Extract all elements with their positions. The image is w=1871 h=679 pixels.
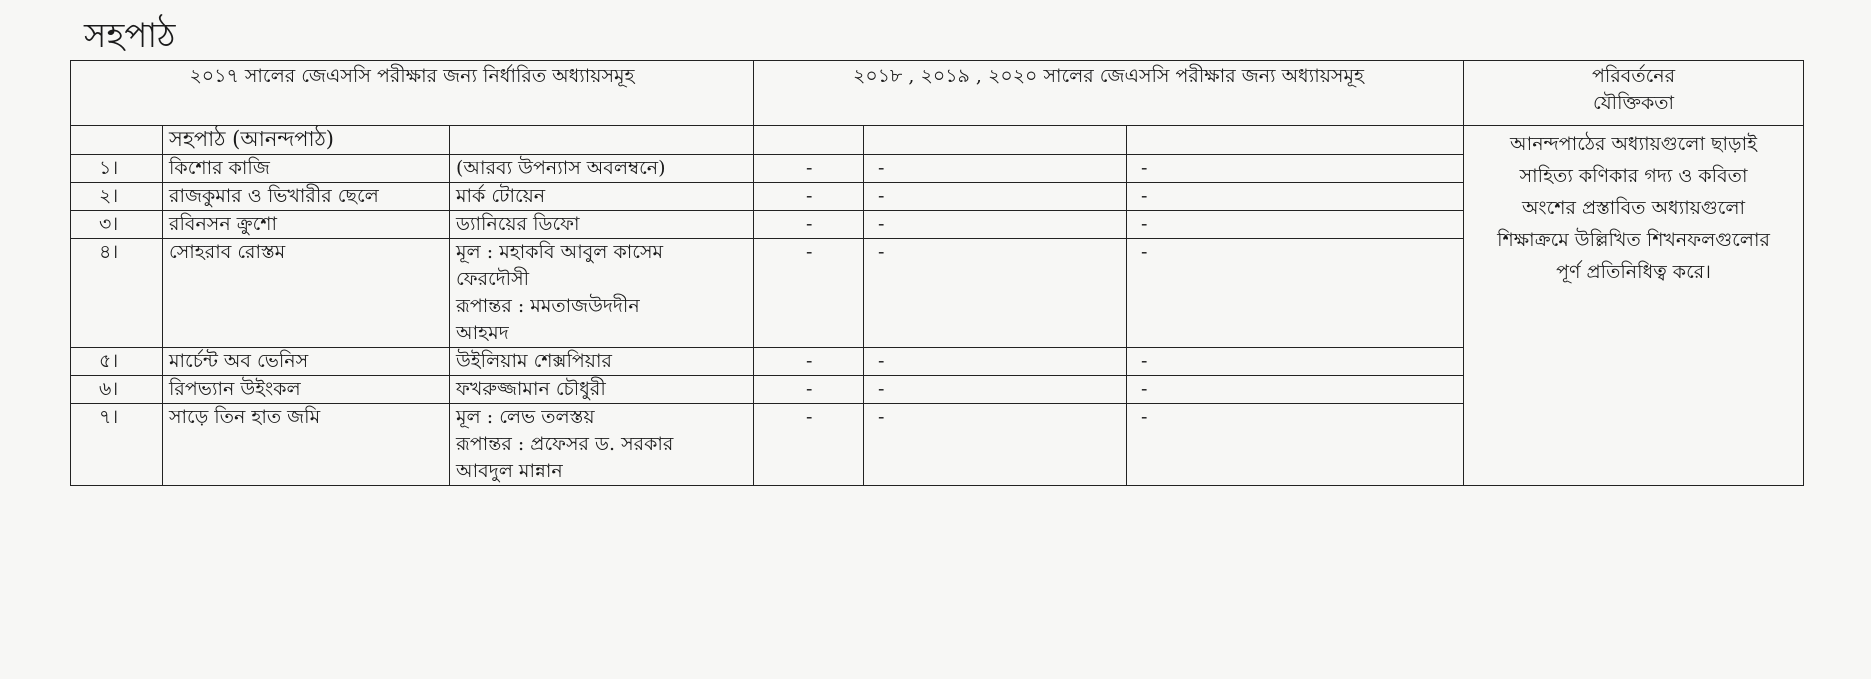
subheader-label: সহপাঠ (আনন্দপাঠ) xyxy=(163,126,450,155)
subheader-empty-cell xyxy=(1127,126,1464,155)
row-dash-3: - xyxy=(1127,155,1464,183)
row-number: ৬। xyxy=(71,376,163,404)
row-dash-1: - xyxy=(754,404,864,486)
row-dash-3: - xyxy=(1127,239,1464,348)
subheader-empty-cell xyxy=(754,126,864,155)
row-title: সাড়ে তিন হাত জমি xyxy=(163,404,450,486)
row-dash-2: - xyxy=(864,376,1127,404)
row-dash-2: - xyxy=(864,404,1127,486)
row-number: ৪। xyxy=(71,239,163,348)
row-title: কিশোর কাজি xyxy=(163,155,450,183)
row-title: মার্চেন্ট অব ভেনিস xyxy=(163,348,450,376)
row-dash-1: - xyxy=(754,183,864,211)
header-reason: পরিবর্তনের যৌক্তিকতা xyxy=(1464,61,1804,126)
row-author: উইলিয়াম শেক্সপিয়ার xyxy=(450,348,754,376)
row-title: রাজকুমার ও ভিখারীর ছেলে xyxy=(163,183,450,211)
row-author: মার্ক টোয়েন xyxy=(450,183,754,211)
row-dash-2: - xyxy=(864,211,1127,239)
row-number: ৭। xyxy=(71,404,163,486)
row-dash-3: - xyxy=(1127,348,1464,376)
row-dash-3: - xyxy=(1127,404,1464,486)
row-dash-1: - xyxy=(754,376,864,404)
subheader-empty-cell xyxy=(864,126,1127,155)
row-dash-1: - xyxy=(754,155,864,183)
row-author: (আরব্য উপন্যাস অবলম্বনে) xyxy=(450,155,754,183)
row-title: সোহরাব রোস্তম xyxy=(163,239,450,348)
row-title: রবিনসন ক্রুশো xyxy=(163,211,450,239)
row-title: রিপভ্যান উইংকল xyxy=(163,376,450,404)
subheader-row xyxy=(71,126,1804,155)
page-title: সহপাঠ xyxy=(84,16,176,56)
row-number: ৩। xyxy=(71,211,163,239)
row-dash-1: - xyxy=(754,348,864,376)
header-new-syllabus: ২০১৮ , ২০১৯ , ২০২০ সালের জেএসসি পরীক্ষার জন্য অধ্যায়সমূহ xyxy=(754,61,1464,126)
syllabus-table xyxy=(70,60,1804,486)
row-dash-3: - xyxy=(1127,376,1464,404)
row-dash-2: - xyxy=(864,348,1127,376)
header-row xyxy=(71,61,1804,126)
row-number: ১। xyxy=(71,155,163,183)
subheader-empty-cell xyxy=(71,126,163,155)
row-number: ২। xyxy=(71,183,163,211)
subheader-empty-cell xyxy=(450,126,754,155)
row-dash-1: - xyxy=(754,239,864,348)
row-author: ড্যানিয়ের ডিফো xyxy=(450,211,754,239)
row-dash-2: - xyxy=(864,155,1127,183)
header-old-syllabus: ২০১৭ সালের জেএসসি পরীক্ষার জন্য নির্ধারিত অধ্যায়সমূহ xyxy=(71,61,754,126)
reason-text: আনন্দপাঠের অধ্যায়গুলো ছাড়াই সাহিত্য কণিকার গদ্য ও কবিতা অংশের প্রস্তাবিত অধ্যায়গুলো শিক্ষাক্রমে উল্লিখিত শিখনফলগুলোর পূর্ণ প্রতিনিধিত্ব করে। xyxy=(1464,126,1804,486)
row-author: মূল : মহাকবি আবুল কাসেম ফেরদৌসী রূপান্তর : মমতাজউদদীন আহমদ xyxy=(450,239,754,348)
row-author: ফখরুজ্জামান চৌধুরী xyxy=(450,376,754,404)
row-dash-3: - xyxy=(1127,211,1464,239)
row-dash-2: - xyxy=(864,239,1127,348)
row-author: মূল : লেভ তলস্তয় রূপান্তর : প্রফেসর ড. সরকার আবদুল মান্নান xyxy=(450,404,754,486)
row-dash-3: - xyxy=(1127,183,1464,211)
row-dash-1: - xyxy=(754,211,864,239)
row-number: ৫। xyxy=(71,348,163,376)
row-dash-2: - xyxy=(864,183,1127,211)
